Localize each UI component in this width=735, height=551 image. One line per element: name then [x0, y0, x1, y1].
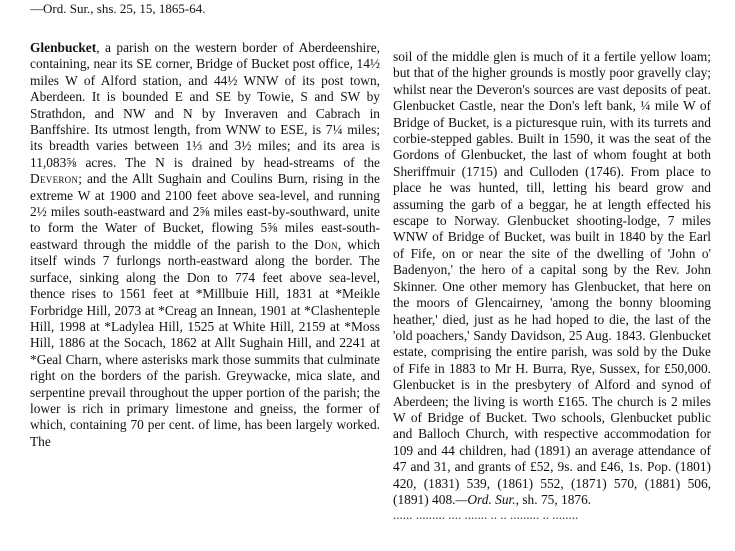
river-name-don: Don — [314, 236, 338, 252]
entry-text-1: , a parish on the western border of Aberdeenshire, containing, near its SE corner, Bridge of Bucket post office, 14½ miles W of Alford station, and 44½ WNW of its post town, Aberdeen. It is bounded E and SE by Towie, S and SW by Strathdon, and NW and N by Inveraven and Cabrach in Banffshire. Its utmost length, from WNW to ESE, is 7¼ miles; its breadth varies between 1⅓ and 3½ miles; and its area is 11,083⅝ acres. The N is drained by head-streams of the — [30, 40, 380, 170]
entry-text-3: , which itself winds 7 furlongs north-eastward along the border. The surface, sinking along the Don to 774 feet above sea-level, thence rises to 1561 feet at *Millbuie Hill, 1831 at *Meikle Forbridge Hill, 2073 at *Creag an Innean, 1901 at *Clashenteple Hill, 1998 at *Ladylea Hill, 1525 at White Hill, 2159 at *Moss Hill, 1886 at the Socach, 1862 at Allt Sughain Hill, and 2241 at *Geal Charn, where asterisks mark those summits that culminate right on the borders of the parish. Greywacke, mica slate, and serpentine prevail throughout the upper portion of the parish; the lower is rich in primary limestone and gneiss, the former of which, containing 70 per cent. of lime, has been largely worked. The — [30, 236, 381, 449]
ordnance-survey-ref: —Ord. Sur. — [455, 491, 516, 507]
next-entry-fragment — [393, 508, 711, 520]
river-name-deveron: Deveron — [30, 171, 79, 187]
entry-name: Glenbucket — [30, 40, 97, 55]
column-divider — [386, 40, 387, 510]
entry-text-continued: soil of the middle glen is much of it a fertile yellow loam; but that of the higher grounds is mostly poor gravelly clay; whilst near the Deveron's sources are vast deposits of peat. Glenbucket Castle, near the Don's left bank, ¼ mile W of Bridge of Bucket, is a picturesque ruin, with its turrets and corbie-stepped gables. Built in 1590, it was the seat of the Gordons of Glenbucket, the last of whom fought at both Sheriffmuir (1715) and Culloden (1746). From place to place he was hunted, till, letting his beard grow and assuming the garb of a beggar, he at length effected his escape to Norway. Glenbucket shooting-lodge, 7 miles WNW of Bridge of Bucket, was built in 1840 by the Earl of Fife, on or near the site of the dwelling of 'John o' Badenyon,' the hero of a capital song by the Rev. John Skinner. One other memory has Glenbucket, that here on the moors of Glencairney, 'among the bonny blooming heather,' died, just as he had hoped to die, the last of the 'old poachers,' Sandy Davidson, 25 Aug. 1843. Glenbucket estate, comprising the entire parish, was sold by the Duke of Fife in 1883 to Mr H. Burra, Rye, Sussex, for £50,000. Glenbucket is in the presbytery of Alford and synod of Aberdeen; the living is worth £165. The church is 2 miles W of Bridge of Bucket. Two schools, Glenbucket public and Balloch Church, with respective accommodation for 109 and 44 children, had (1891) an average attendance of 47 and 31, and grants of £52, 9s. and £46, 1s. Pop. (1801) 420, (1831) 539, (1861) 552, (1871) 570, (1881) 506, (1891) 408. — [393, 49, 711, 507]
footer-fragment-text: ...... ......... .... ....... .. .. ......... .. ........ — [393, 508, 579, 520]
glenbucket-entry-part-1 — [30, 40, 380, 450]
header-fragment-text: —Ord. Sur., shs. 25, 15, 1865-64. — [30, 2, 206, 16]
glenbucket-entry-part-2 — [393, 49, 711, 508]
left-column — [30, 40, 380, 450]
previous-entry-fragment — [30, 2, 370, 16]
entry-text-2: ; and the Allt Sughain and Coulins Burn, rising in the extreme W at 1900 and 2100 feet above sea-level, and running 2½ miles south-eastward and 2⅝ miles east-by-southward, unite to form the Water of Bucket, flowing 5⅝ miles east-south-eastward through the middle of the parish to the — [30, 171, 380, 252]
ordnance-survey-ref-tail: , sh. 75, 1876. — [515, 491, 592, 507]
right-column — [393, 49, 711, 508]
